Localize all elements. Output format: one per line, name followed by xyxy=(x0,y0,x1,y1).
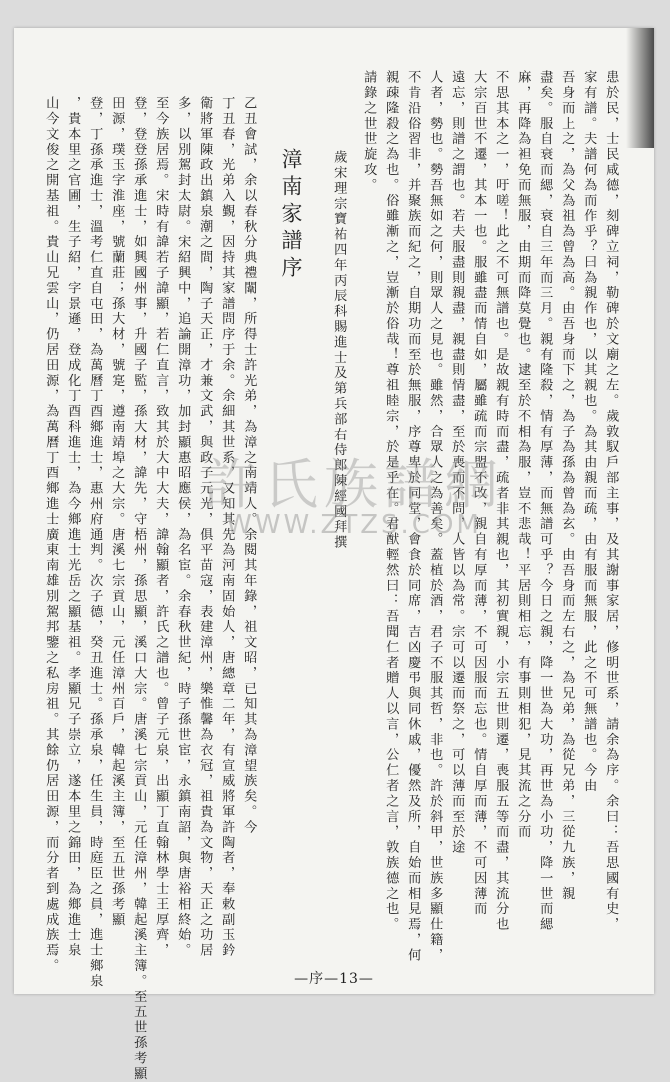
text-column-l1: 乙丑會試，余以春秋分典禮闈，所得士許光弟，為漳之南靖人。余閱其年錄，祖文昭，已知其為漳望族矣。今 xyxy=(241,96,257,836)
text-column-r8: 遠忘，則譜之謂也。若夫服盡則親盡，親盡則情盡，至於喪而不問，人皆以為常。宗可以遷而祭之，可以薄而至於途 xyxy=(449,70,465,856)
text-column-l10: 山今文俊之開基祖。貴山兄雲山，仍居田源，為萬曆丁酉鄉進士廣東南雄別駕邦鑒之私房祖。其餘仍居田源，而分者到處成族焉。 xyxy=(43,96,59,974)
watermark-url: WWW.ZTZS.COM xyxy=(226,510,482,540)
text-column-r9: 人者，勢也。勢吾無如之何，則眾人之見也。雖然，合眾人之為善矣。蓋植於酒，君子不服其哲，非也。許於斜甲，世族多顯仕籍， xyxy=(427,70,443,964)
text-column-l5: 至今族居焉。宋時有諱若子諱顯，若仁直言，致其於大中大夫，諱翰顯者，許氏之譜也。曾子元泉，出顯丁直翰林學士王厚齊， xyxy=(153,96,169,959)
text-column-l8: 登，丁孫承進士，溫考仁直自屯田，為萬曆丁酉鄉進士，惠州府通判。次子德，癸丑進士。孫承泉，任生員，時庭臣之員，進士鄉泉 xyxy=(87,96,103,990)
page-number: —序—13— xyxy=(294,971,374,987)
author-signature: 歲宋理宗寶祐四年丙辰科賜進士及第兵部右侍郎陳經國拜撰 xyxy=(331,150,347,551)
text-column-r6: 不思其本之一，吁嗟！此之不可無譜也。是故親有時而盡，疏者非其親也，其初實親，小宗五世則遷，喪服五等而盡，其流分也 xyxy=(493,70,509,933)
text-column-r7: 大宗百世不遷，其本一也。服雖盡而情自如，屬雖疏而宗盟不改，親自有厚而薄，不可因服而忘也。情自厚而薄，不可因薄而 xyxy=(471,70,487,917)
text-column-l7: 田源，璞玉字淮座，號蘭莊；孫大材，號寔，遵南靖埠之大宗。唐溪七宗貢山，元任漳州百戶，韓起溪主簿，至五世孫考顯 xyxy=(109,96,125,928)
page-edge-shadow xyxy=(626,28,654,148)
text-column-r3: 吾身而上之，為父為祖為曾為高。由吾身而下之，為子為孫為曾為玄。由吾身而左右之，為兄弟，為從兄弟，三從九族，親 xyxy=(559,70,575,902)
text-column-l6: 登，登登孫承進士，如興國州事，升國子監，孫大材，諱先，守梧州，孫思顯，溪口大宗。唐溪七宗貢山，元任漳州，韓起溪主簿。至五世孫考顯 xyxy=(131,96,147,1082)
text-column-l4: 多，以別駕封太尉。宋紹興中，追論開漳功，加封顯惠昭應侯，為名宦。余春秋世紀，時子孫世宦，永鎮南詔，與唐裕相終始。 xyxy=(175,96,191,959)
text-column-r4: 盡矣。服自衰而緦，衰自三年而三月。親有隆殺，情有厚薄，而無譜可乎？今日之親，降一世為大功，再世為小功，降一世而緦 xyxy=(537,70,553,933)
text-column-r5: 麻，再降為袒免而無服，由期而降莫覺也。逮至於不相為服，豈不悲哉！平居則相忘，有事則相犯，見其流之分而 xyxy=(515,70,531,840)
document-page xyxy=(14,28,654,1082)
text-column-r11: 親疎隆殺之為也。俗雖漸之，豈漸於俗哉！尊祖睦宗，於是乎在。君猷輕然曰：吾聞仁者贈人以言，公仁者之言，敦族德之也。 xyxy=(383,70,399,933)
text-column-r10: 不肯沿俗習非，并聚族而紀之，自期功而至於無服，序尊卑於同堂，會食於同席，吉凶慶弔與同休戚，優然及所，自始而相見焉，何 xyxy=(405,70,421,964)
text-column-l2: 丁丑春，光弟入覲，因持其家譜問序于余。余細其世系，又知其先為河南固始人，唐總章二年，有宣威將軍許陶者，奉敕副玉鈐 xyxy=(219,96,235,959)
watermark-text: 許氏族譜網 xyxy=(204,453,504,516)
text-column-r12: 請錄之世世旋攻。 xyxy=(361,70,377,194)
watermark xyxy=(94,453,614,540)
text-column-r1: 患於民，士民咸德，刻碑立祠，勒碑於文廟之左。歲敦馭戶部主事，及其謝事家居，修明世系，請余為序。余曰：吾思國有史， xyxy=(603,70,619,933)
text-column-l3: 衛將軍陳政出鎮泉潮之間，陶子天正，才兼文武，與政子元光，俱平苗寇，表建漳州，樂惟馨為衣冠，祖貴為文物，天正之功居 xyxy=(197,96,213,959)
text-column-r2: 家有譜。夫譜何為而作乎？曰為親作也，以其親也。為其由親而疏，由有服而無服，此之不可無譜也。今由 xyxy=(581,70,597,794)
text-column-l9: ，貴本里之官圃，生子紹，字景遜，登成化丁酉科進士，為今鄉進士光岳之顯基祖。孝顯兄子崇立，遂本里之錦田，為鄉進士泉 xyxy=(65,96,81,959)
section-title: 漳南家譜序 xyxy=(279,148,303,283)
